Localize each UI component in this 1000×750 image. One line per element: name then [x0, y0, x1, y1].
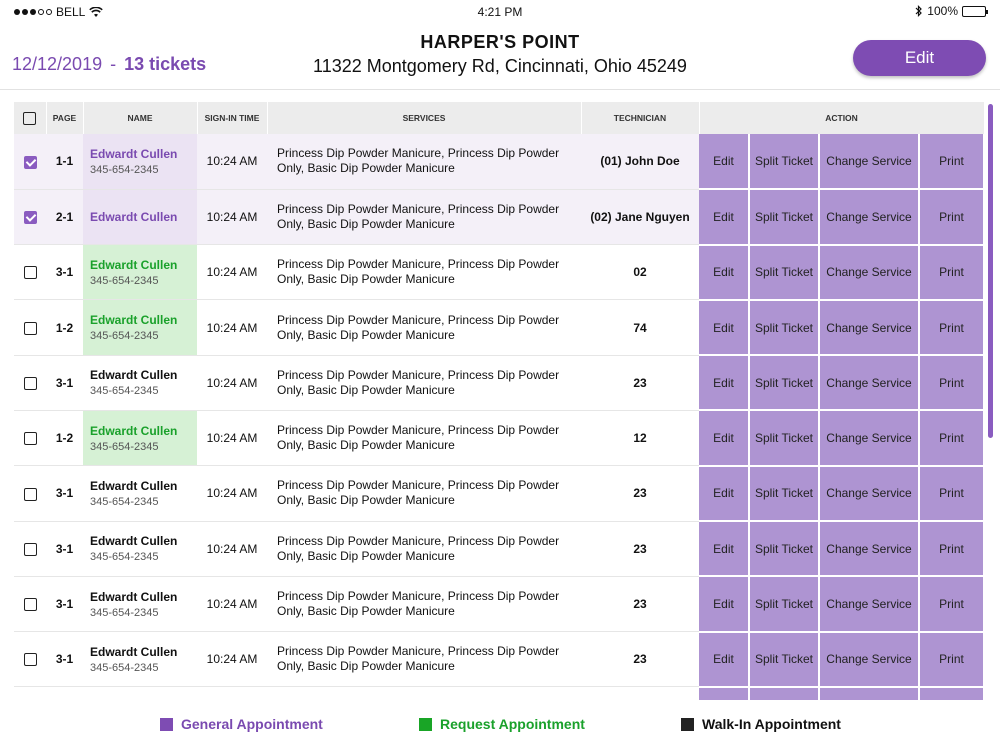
customer-phone: 345-654-2345	[90, 551, 159, 564]
split-ticket-action[interactable]: Split Ticket	[749, 632, 819, 687]
row-select-cell	[14, 632, 46, 687]
services-cell: Princess Dip Powder Manicure, Princess Dip Powder Only, Basic Dip Powder Manicure	[267, 466, 581, 521]
select-all-header	[14, 102, 46, 134]
page-cell: 1-2	[46, 300, 83, 355]
name-cell[interactable]	[83, 300, 197, 355]
change-service-action[interactable]: Change Service	[819, 521, 919, 576]
row-checkbox[interactable]	[24, 598, 37, 611]
sign-in-time-cell: 10:24 AM	[197, 134, 267, 189]
split-ticket-action[interactable]: Split Ticket	[749, 466, 819, 521]
page-cell: 1-2	[46, 410, 83, 465]
print-action[interactable]: Print	[919, 576, 984, 631]
page-cell: 3-1	[46, 466, 83, 521]
print-action[interactable]: Print	[919, 410, 984, 465]
services-cell: Princess Dip Powder Manicure, Princess Dip Powder Only, Basic Dip Powder Manicure	[267, 521, 581, 576]
scrollbar[interactable]	[988, 104, 993, 438]
technician-cell: 12	[581, 410, 699, 465]
change-service-action[interactable]: Change Service	[819, 300, 919, 355]
table-row[interactable]	[14, 355, 984, 410]
battery-icon	[962, 6, 986, 17]
name-cell[interactable]	[83, 134, 197, 189]
technician-cell: 74	[581, 300, 699, 355]
col-action: ACTION	[699, 102, 984, 134]
edit-action[interactable]: Edit	[699, 355, 749, 410]
table-row[interactable]	[14, 189, 984, 244]
print-action[interactable]: Print	[919, 521, 984, 576]
technician-cell: 23	[581, 466, 699, 521]
split-ticket-action[interactable]: Split Ticket	[749, 355, 819, 410]
edit-action[interactable]	[699, 687, 749, 700]
row-select-cell	[14, 466, 46, 521]
customer-phone: 345-654-2345	[90, 495, 159, 508]
technician-cell: 23	[581, 521, 699, 576]
customer-name: Edwardt Cullen	[90, 209, 178, 224]
row-select-cell	[14, 355, 46, 410]
date-label: 12/12/2019	[12, 54, 103, 74]
change-service-action[interactable]: Change Service	[819, 410, 919, 465]
print-action[interactable]: Print	[919, 466, 984, 521]
split-ticket-action[interactable]: Split Ticket	[749, 189, 819, 244]
name-cell[interactable]	[83, 687, 197, 700]
table-row[interactable]	[14, 466, 984, 521]
customer-phone: 345-654-2345	[90, 661, 159, 674]
legend	[0, 716, 1000, 736]
technician-cell: 23	[581, 355, 699, 410]
split-ticket-action[interactable]: Split Ticket	[749, 245, 819, 300]
edit-action[interactable]: Edit	[699, 134, 749, 189]
customer-name: Edwardt Cullen	[90, 146, 178, 161]
print-action[interactable]: Print	[919, 632, 984, 687]
general-swatch	[160, 718, 173, 731]
edit-action[interactable]: Edit	[699, 300, 749, 355]
customer-name: Edwardt Cullen	[90, 534, 178, 549]
split-ticket-action[interactable]: Split Ticket	[749, 576, 819, 631]
services-cell	[267, 687, 581, 700]
row-checkbox[interactable]	[24, 488, 37, 501]
technician-cell: (01) John Doe	[581, 134, 699, 189]
table-row[interactable]	[14, 410, 984, 465]
clock: 4:21 PM	[477, 5, 523, 19]
split-ticket-action[interactable]	[749, 687, 819, 700]
legend-general	[160, 716, 323, 732]
services-cell: Princess Dip Powder Manicure, Princess Dip Powder Only, Basic Dip Powder Manicure	[267, 632, 581, 687]
name-cell[interactable]	[83, 189, 197, 244]
customer-name: Edwardt Cullen	[90, 257, 178, 272]
customer-name: Edwardt Cullen	[90, 313, 178, 328]
row-checkbox[interactable]	[24, 543, 37, 556]
sign-in-time-cell: 10:24 AM	[197, 521, 267, 576]
row-select-cell	[14, 245, 46, 300]
customer-name: Edwardt Cullen	[90, 423, 178, 438]
customer-phone: 345-654-2345	[90, 385, 159, 398]
legend-general-label: General Appointment	[181, 716, 323, 732]
col-sign-in-time[interactable]: SIGN-IN TIME	[197, 102, 267, 134]
technician-cell: 23	[581, 576, 699, 631]
name-cell[interactable]	[83, 245, 197, 300]
print-action[interactable]: Print	[919, 245, 984, 300]
technician-cell	[581, 687, 699, 700]
sign-in-time-cell: 10:24 AM	[197, 632, 267, 687]
legend-request-label: Request Appointment	[440, 716, 585, 732]
page-cell: 2-1	[46, 189, 83, 244]
sign-in-time-cell: 10:24 AM	[197, 466, 267, 521]
customer-phone: 345-654-2345	[90, 440, 159, 453]
print-action[interactable]: Print	[919, 134, 984, 189]
row-checkbox[interactable]	[24, 266, 37, 279]
sign-in-time-cell: 10:24 AM	[197, 576, 267, 631]
services-cell: Princess Dip Powder Manicure, Princess Dip Powder Only, Basic Dip Powder Manicure	[267, 410, 581, 465]
bluetooth-icon	[915, 5, 923, 17]
change-service-action[interactable]: Change Service	[819, 355, 919, 410]
col-page[interactable]: PAGE	[46, 102, 83, 134]
row-checkbox[interactable]	[24, 432, 37, 445]
table-row[interactable]	[14, 521, 984, 576]
customer-name: Edwardt Cullen	[90, 589, 178, 604]
change-service-action[interactable]	[819, 687, 919, 700]
split-ticket-action[interactable]: Split Ticket	[749, 521, 819, 576]
page-cell: 1-1	[46, 134, 83, 189]
services-cell: Princess Dip Powder Manicure, Princess Dip Powder Only, Basic Dip Powder Manicure	[267, 300, 581, 355]
customer-phone: 345-654-2345	[90, 163, 159, 176]
sign-in-time-cell: 10:24 AM	[197, 410, 267, 465]
change-service-action[interactable]: Change Service	[819, 189, 919, 244]
row-checkbox[interactable]	[24, 653, 37, 666]
edit-action[interactable]: Edit	[699, 576, 749, 631]
shop-address: 11322 Montgomery Rd, Cincinnati, Ohio 45249	[313, 56, 687, 76]
row-select-cell	[14, 300, 46, 355]
sign-in-time-cell	[197, 687, 267, 700]
table-row[interactable]	[14, 300, 984, 355]
customer-phone: 345-654-2345	[90, 606, 159, 619]
technician-cell: 02	[581, 245, 699, 300]
customer-name: Edwardt Cullen	[90, 644, 178, 659]
services-cell: Princess Dip Powder Manicure, Princess Dip Powder Only, Basic Dip Powder Manicure	[267, 189, 581, 244]
name-cell[interactable]	[83, 521, 197, 576]
page-cell: 3-1	[46, 576, 83, 631]
services-cell: Princess Dip Powder Manicure, Princess Dip Powder Only, Basic Dip Powder Manicure	[267, 355, 581, 410]
sign-in-time-cell: 10:24 AM	[197, 355, 267, 410]
split-ticket-action[interactable]: Split Ticket	[749, 410, 819, 465]
name-cell[interactable]	[83, 466, 197, 521]
split-ticket-action[interactable]: Split Ticket	[749, 134, 819, 189]
customer-name: Edwardt Cullen	[90, 368, 178, 383]
legend-walkin	[681, 716, 841, 732]
request-swatch	[419, 718, 432, 731]
name-cell[interactable]	[83, 355, 197, 410]
edit-action[interactable]: Edit	[699, 466, 749, 521]
row-checkbox[interactable]	[24, 377, 37, 390]
tickets-count: 13 tickets	[124, 54, 207, 74]
date-tickets	[12, 54, 206, 75]
col-technician[interactable]: TECHNICIAN	[581, 102, 699, 134]
edit-button[interactable]: Edit	[853, 40, 986, 76]
row-select-cell	[14, 410, 46, 465]
col-name[interactable]: NAME	[83, 102, 197, 134]
status-bar	[0, 0, 1000, 24]
table-row[interactable]	[14, 687, 984, 700]
row-checkbox[interactable]	[24, 211, 37, 224]
edit-action[interactable]: Edit	[699, 410, 749, 465]
page-header	[0, 24, 1000, 90]
page-cell: 3-1	[46, 355, 83, 410]
row-select-cell	[14, 134, 46, 189]
tickets-table	[14, 102, 984, 700]
sign-in-time-cell: 10:24 AM	[197, 300, 267, 355]
walkin-swatch	[681, 718, 694, 731]
print-action[interactable]	[919, 687, 984, 700]
row-select-cell	[14, 687, 46, 700]
page-cell	[46, 687, 83, 700]
sign-in-time-cell: 10:24 AM	[197, 189, 267, 244]
row-select-cell	[14, 521, 46, 576]
technician-cell: (02) Jane Nguyen	[581, 189, 699, 244]
table-row[interactable]	[14, 632, 984, 687]
change-service-action[interactable]: Change Service	[819, 632, 919, 687]
print-action[interactable]: Print	[919, 189, 984, 244]
legend-request	[419, 716, 585, 732]
date-separator: -	[110, 54, 117, 74]
row-select-cell	[14, 576, 46, 631]
table-row[interactable]	[14, 134, 984, 189]
technician-cell: 23	[581, 632, 699, 687]
customer-phone: 345-654-2345	[90, 330, 159, 343]
edit-action[interactable]: Edit	[699, 521, 749, 576]
change-service-action[interactable]: Change Service	[819, 134, 919, 189]
services-cell: Princess Dip Powder Manicure, Princess Dip Powder Only, Basic Dip Powder Manicure	[267, 134, 581, 189]
change-service-action[interactable]: Change Service	[819, 576, 919, 631]
change-service-action[interactable]: Change Service	[819, 466, 919, 521]
sign-in-time-cell: 10:24 AM	[197, 245, 267, 300]
table-row[interactable]	[14, 576, 984, 631]
name-cell[interactable]	[83, 632, 197, 687]
shop-name: HARPER'S POINT	[420, 32, 580, 52]
services-cell: Princess Dip Powder Manicure, Princess Dip Powder Only, Basic Dip Powder Manicure	[267, 245, 581, 300]
print-action[interactable]: Print	[919, 355, 984, 410]
services-cell: Princess Dip Powder Manicure, Princess Dip Powder Only, Basic Dip Powder Manicure	[267, 576, 581, 631]
customer-phone: 345-654-2345	[90, 274, 159, 287]
change-service-action[interactable]: Change Service	[819, 245, 919, 300]
select-all-checkbox[interactable]	[23, 112, 36, 125]
page-cell: 3-1	[46, 521, 83, 576]
col-services[interactable]: SERVICES	[267, 102, 581, 134]
carrier-name: BELL	[56, 5, 86, 19]
print-action[interactable]: Print	[919, 300, 984, 355]
legend-walkin-label: Walk-In Appointment	[702, 716, 841, 732]
name-cell[interactable]	[83, 410, 197, 465]
page-cell: 3-1	[46, 632, 83, 687]
table-header	[14, 102, 984, 134]
customer-name: Edwardt Cullen	[90, 478, 178, 493]
split-ticket-action[interactable]: Split Ticket	[749, 300, 819, 355]
row-select-cell	[14, 189, 46, 244]
name-cell[interactable]	[83, 576, 197, 631]
edit-action[interactable]: Edit	[699, 632, 749, 687]
row-checkbox[interactable]	[24, 322, 37, 335]
table-row[interactable]	[14, 245, 984, 300]
edit-action[interactable]: Edit	[699, 189, 749, 244]
edit-action[interactable]: Edit	[699, 245, 749, 300]
battery-percent: 100%	[927, 4, 958, 18]
page-cell: 3-1	[46, 245, 83, 300]
row-checkbox[interactable]	[24, 156, 37, 169]
battery-area	[915, 4, 986, 18]
